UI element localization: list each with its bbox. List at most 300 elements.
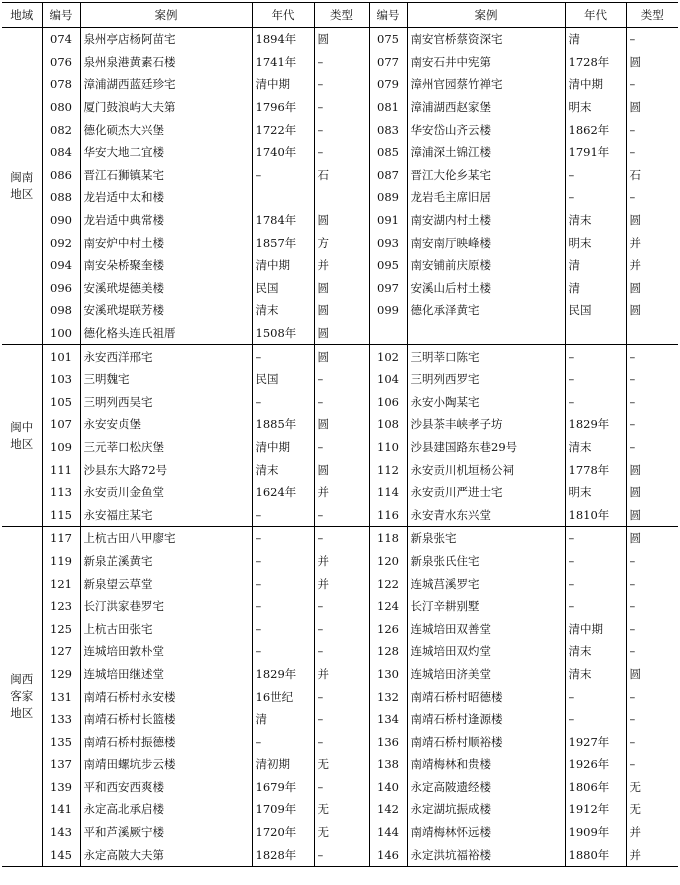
row-type: – xyxy=(314,391,369,414)
row-case-2: 永安青水东兴堂 xyxy=(407,503,565,526)
row-type-2: – xyxy=(626,685,678,708)
row-case: 南安朵桥聚奎楼 xyxy=(80,254,252,277)
row-type-2: – xyxy=(626,186,678,209)
row-number: 119 xyxy=(42,550,80,573)
row-type-2: 圆 xyxy=(626,458,678,481)
row-era-2: 1810年 xyxy=(565,503,626,526)
row-case: 永安安贞堡 xyxy=(80,413,252,436)
row-type: 圆 xyxy=(314,322,369,345)
row-number-2: 104 xyxy=(369,368,407,391)
row-case-2: 安溪山后村土楼 xyxy=(407,277,565,300)
row-case-2: 连城培田双灼堂 xyxy=(407,640,565,663)
row-number: 090 xyxy=(42,209,80,232)
row-era: 清初期 xyxy=(252,753,314,776)
row-type: 圆 xyxy=(314,345,369,368)
row-era: 1508年 xyxy=(252,322,314,345)
row-era-2: – xyxy=(565,345,626,368)
row-era-2: – xyxy=(565,572,626,595)
row-number: 092 xyxy=(42,231,80,254)
row-type-2: 圆 xyxy=(626,481,678,504)
header-type: 类型 xyxy=(314,3,369,28)
row-era-2: 清末 xyxy=(565,663,626,686)
table-row xyxy=(2,572,678,595)
row-number-2: 081 xyxy=(369,96,407,119)
row-era: 1740年 xyxy=(252,141,314,164)
table-row xyxy=(2,345,678,368)
row-case: 三元莘口松庆堡 xyxy=(80,436,252,459)
row-type: 并 xyxy=(314,550,369,573)
row-era-2: 清末 xyxy=(565,436,626,459)
region-label-line: 闽西 xyxy=(10,672,34,687)
row-case: 上杭古田张宅 xyxy=(80,617,252,640)
row-era-2: 1927年 xyxy=(565,730,626,753)
row-number-2 xyxy=(369,322,407,345)
row-case-2: 永安贡川严进士宅 xyxy=(407,481,565,504)
row-era: 1741年 xyxy=(252,51,314,74)
row-era-2: – xyxy=(565,391,626,414)
row-era-2: – xyxy=(565,368,626,391)
row-era: – xyxy=(252,595,314,618)
table-row xyxy=(2,798,678,821)
row-case-2: 南靖石桥村顺裕楼 xyxy=(407,730,565,753)
region-label xyxy=(2,345,42,527)
row-type: – xyxy=(314,96,369,119)
row-number-2: 099 xyxy=(369,299,407,322)
row-case-2: 沙县建国路东巷29号 xyxy=(407,436,565,459)
row-number-2: 077 xyxy=(369,51,407,74)
region-label-line: 客家 xyxy=(10,689,34,704)
region-label-line: 地区 xyxy=(10,436,34,451)
row-number-2: 085 xyxy=(369,141,407,164)
row-era-2: 民国 xyxy=(565,299,626,322)
row-era-2: 1829年 xyxy=(565,413,626,436)
row-type: – xyxy=(314,368,369,391)
row-type: 圆 xyxy=(314,299,369,322)
row-number: 135 xyxy=(42,730,80,753)
table-row xyxy=(2,118,678,141)
row-type-2: – xyxy=(626,28,678,51)
row-case: 龙岩适中太和楼 xyxy=(80,186,252,209)
row-number: 107 xyxy=(42,413,80,436)
row-number: 086 xyxy=(42,164,80,187)
region-label-line: 闽南 xyxy=(10,170,34,185)
row-type-2: 无 xyxy=(626,798,678,821)
row-type-2: – xyxy=(626,345,678,368)
table-row xyxy=(2,254,678,277)
row-type-2: 并 xyxy=(626,843,678,866)
row-era: 清中期 xyxy=(252,73,314,96)
row-era: 民国 xyxy=(252,277,314,300)
table-row xyxy=(2,73,678,96)
row-case: 连城培田敦朴堂 xyxy=(80,640,252,663)
row-number: 080 xyxy=(42,96,80,119)
table-row xyxy=(2,141,678,164)
row-case: 永安西洋邢宅 xyxy=(80,345,252,368)
header-era-2: 年代 xyxy=(565,3,626,28)
row-era: – xyxy=(252,164,314,187)
row-type-2: 圆 xyxy=(626,527,678,550)
row-case-2: 南靖梅林怀远楼 xyxy=(407,821,565,844)
table-row xyxy=(2,28,678,51)
row-case: 平和西安西爽楼 xyxy=(80,776,252,799)
row-number-2: 110 xyxy=(369,436,407,459)
row-type: 圆 xyxy=(314,458,369,481)
row-type-2: 圆 xyxy=(626,209,678,232)
group-minnan xyxy=(2,28,678,345)
row-case: 德化格头连氏祖厝 xyxy=(80,322,252,345)
row-era: 1829年 xyxy=(252,663,314,686)
table-row xyxy=(2,322,678,345)
row-case-2: 漳浦湖西赵家堡 xyxy=(407,96,565,119)
row-type-2: – xyxy=(626,73,678,96)
row-number-2: 120 xyxy=(369,550,407,573)
row-type: – xyxy=(314,640,369,663)
row-case-2: 新泉张氏住宅 xyxy=(407,550,565,573)
row-case: 晋江石狮镇某宅 xyxy=(80,164,252,187)
row-era-2: – xyxy=(565,527,626,550)
row-era: 1828年 xyxy=(252,843,314,866)
group-minzhong xyxy=(2,345,678,527)
row-number: 094 xyxy=(42,254,80,277)
row-era-2: 清 xyxy=(565,254,626,277)
header-region: 地域 xyxy=(2,3,42,28)
row-era-2: 清 xyxy=(565,277,626,300)
table-row xyxy=(2,617,678,640)
row-type xyxy=(314,186,369,209)
row-case-2: 三明莘口陈宅 xyxy=(407,345,565,368)
row-era: 1857年 xyxy=(252,231,314,254)
row-case-2: 南安官桥蔡资深宅 xyxy=(407,28,565,51)
row-number: 105 xyxy=(42,391,80,414)
row-era-2: 1880年 xyxy=(565,843,626,866)
row-type: – xyxy=(314,503,369,526)
row-era: 1679年 xyxy=(252,776,314,799)
row-case: 南靖田螺坑步云楼 xyxy=(80,753,252,776)
header-type-2: 类型 xyxy=(626,3,678,28)
row-number: 098 xyxy=(42,299,80,322)
row-era: 民国 xyxy=(252,368,314,391)
row-era: 清末 xyxy=(252,458,314,481)
row-number: 076 xyxy=(42,51,80,74)
row-number: 131 xyxy=(42,685,80,708)
row-case-2: 华安岱山齐云楼 xyxy=(407,118,565,141)
row-type: – xyxy=(314,776,369,799)
table-row xyxy=(2,527,678,550)
row-case-2: 连城培田双善堂 xyxy=(407,617,565,640)
header-number: 编号 xyxy=(42,3,80,28)
row-case: 龙岩适中典常楼 xyxy=(80,209,252,232)
row-number-2: 134 xyxy=(369,708,407,731)
row-case: 永安贡川金鱼堂 xyxy=(80,481,252,504)
row-case: 德化硕杰大兴堡 xyxy=(80,118,252,141)
row-number: 127 xyxy=(42,640,80,663)
table-row xyxy=(2,413,678,436)
row-type: 方 xyxy=(314,231,369,254)
row-case: 新泉望云草堂 xyxy=(80,572,252,595)
row-era: – xyxy=(252,550,314,573)
row-number-2: 093 xyxy=(369,231,407,254)
row-type: – xyxy=(314,685,369,708)
row-era: 1885年 xyxy=(252,413,314,436)
row-case: 南靖石桥村永安楼 xyxy=(80,685,252,708)
row-number-2: 132 xyxy=(369,685,407,708)
row-type-2: 圆 xyxy=(626,96,678,119)
row-number: 113 xyxy=(42,481,80,504)
row-era: 1720年 xyxy=(252,821,314,844)
row-type-2: – xyxy=(626,436,678,459)
row-number-2: 097 xyxy=(369,277,407,300)
row-number: 129 xyxy=(42,663,80,686)
row-era: – xyxy=(252,345,314,368)
table-row xyxy=(2,640,678,663)
row-era: 清中期 xyxy=(252,254,314,277)
row-case: 连城培田继述堂 xyxy=(80,663,252,686)
row-type-2: – xyxy=(626,413,678,436)
row-case: 平和芦溪厥宁楼 xyxy=(80,821,252,844)
row-number: 082 xyxy=(42,118,80,141)
row-case: 安溪玳堤德美楼 xyxy=(80,277,252,300)
row-era: – xyxy=(252,391,314,414)
row-type-2: 圆 xyxy=(626,663,678,686)
row-type: – xyxy=(314,730,369,753)
row-case-2 xyxy=(407,322,565,345)
row-number-2: 079 xyxy=(369,73,407,96)
row-type: 无 xyxy=(314,753,369,776)
row-era: 清末 xyxy=(252,299,314,322)
row-era: 16世纪 xyxy=(252,685,314,708)
row-number-2: 075 xyxy=(369,28,407,51)
row-number-2: 140 xyxy=(369,776,407,799)
row-case-2: 南靖石桥村逢源楼 xyxy=(407,708,565,731)
row-case-2: 永安贡川机垣杨公祠 xyxy=(407,458,565,481)
row-case-2: 长汀辛耕别墅 xyxy=(407,595,565,618)
table-row xyxy=(2,503,678,526)
row-type: – xyxy=(314,51,369,74)
row-number-2: 122 xyxy=(369,572,407,595)
row-case: 永定高北承启楼 xyxy=(80,798,252,821)
row-case-2: 南安湖内村土楼 xyxy=(407,209,565,232)
row-case-2: 晋江大伦乡某宅 xyxy=(407,164,565,187)
table-row xyxy=(2,368,678,391)
row-number: 088 xyxy=(42,186,80,209)
table-row xyxy=(2,730,678,753)
row-type-2: 并 xyxy=(626,254,678,277)
row-era-2: 清中期 xyxy=(565,73,626,96)
row-era-2: – xyxy=(565,708,626,731)
row-type-2: – xyxy=(626,550,678,573)
row-type-2: 并 xyxy=(626,231,678,254)
row-case: 安溪玳堤联芳楼 xyxy=(80,299,252,322)
row-case: 新泉芷溪黄宅 xyxy=(80,550,252,573)
row-case: 南靖石桥村振德楼 xyxy=(80,730,252,753)
row-number-2: 112 xyxy=(369,458,407,481)
row-number: 074 xyxy=(42,28,80,51)
row-era-2: 1912年 xyxy=(565,798,626,821)
row-era-2: 明末 xyxy=(565,481,626,504)
row-case-2: 沙县茶丰峡孝子坊 xyxy=(407,413,565,436)
row-era: 清 xyxy=(252,708,314,731)
row-number: 139 xyxy=(42,776,80,799)
header-number-2: 编号 xyxy=(369,3,407,28)
row-era-2: 清末 xyxy=(565,640,626,663)
row-era-2: 1778年 xyxy=(565,458,626,481)
table-row xyxy=(2,753,678,776)
row-case: 永安福庄某宅 xyxy=(80,503,252,526)
table-row xyxy=(2,663,678,686)
row-number-2: 142 xyxy=(369,798,407,821)
row-number: 145 xyxy=(42,843,80,866)
row-case-2: 新泉张宅 xyxy=(407,527,565,550)
row-number-2: 124 xyxy=(369,595,407,618)
row-number-2: 095 xyxy=(369,254,407,277)
row-type-2: – xyxy=(626,141,678,164)
row-case: 漳浦湖西蓝廷珍宅 xyxy=(80,73,252,96)
table-row xyxy=(2,685,678,708)
row-type-2: – xyxy=(626,753,678,776)
row-case: 泉州亭店杨阿苗宅 xyxy=(80,28,252,51)
row-type: – xyxy=(314,595,369,618)
row-number: 125 xyxy=(42,617,80,640)
table-row xyxy=(2,550,678,573)
row-number: 078 xyxy=(42,73,80,96)
row-era: – xyxy=(252,617,314,640)
row-type: 并 xyxy=(314,254,369,277)
row-case: 沙县东大路72号 xyxy=(80,458,252,481)
row-number-2: 106 xyxy=(369,391,407,414)
row-era: 1784年 xyxy=(252,209,314,232)
row-number-2: 118 xyxy=(369,527,407,550)
table-row xyxy=(2,776,678,799)
header-case-2: 案例 xyxy=(407,3,565,28)
row-type-2: – xyxy=(626,368,678,391)
table-row xyxy=(2,299,678,322)
header-case: 案例 xyxy=(80,3,252,28)
row-type-2: – xyxy=(626,640,678,663)
row-case: 三明列西吴宅 xyxy=(80,391,252,414)
row-case-2: 龙岩毛主席旧居 xyxy=(407,186,565,209)
row-number-2: 083 xyxy=(369,118,407,141)
region-label xyxy=(2,527,42,867)
row-case-2: 南靖石桥村昭德楼 xyxy=(407,685,565,708)
row-number: 121 xyxy=(42,572,80,595)
row-type: 圆 xyxy=(314,413,369,436)
row-number: 100 xyxy=(42,322,80,345)
row-number: 101 xyxy=(42,345,80,368)
row-type-2: – xyxy=(626,730,678,753)
row-type: – xyxy=(314,118,369,141)
row-number-2: 128 xyxy=(369,640,407,663)
row-case-2: 南安石井中宪第 xyxy=(407,51,565,74)
row-type-2: – xyxy=(626,617,678,640)
row-era: 1894年 xyxy=(252,28,314,51)
row-case-2: 漳州官园蔡竹禅宅 xyxy=(407,73,565,96)
row-number: 143 xyxy=(42,821,80,844)
row-type: 并 xyxy=(314,572,369,595)
row-type: – xyxy=(314,527,369,550)
row-case-2: 连城培田济美堂 xyxy=(407,663,565,686)
row-type-2: – xyxy=(626,595,678,618)
row-era-2: 清末 xyxy=(565,209,626,232)
row-number-2: 087 xyxy=(369,164,407,187)
row-type-2: – xyxy=(626,572,678,595)
table-row xyxy=(2,458,678,481)
table-row xyxy=(2,708,678,731)
row-number: 103 xyxy=(42,368,80,391)
row-era-2: 1909年 xyxy=(565,821,626,844)
row-case-2: 永定高陂遗经楼 xyxy=(407,776,565,799)
row-era-2: 清中期 xyxy=(565,617,626,640)
row-number: 123 xyxy=(42,595,80,618)
table-row xyxy=(2,231,678,254)
table-row xyxy=(2,436,678,459)
table-row xyxy=(2,209,678,232)
row-number-2: 102 xyxy=(369,345,407,368)
row-era: 清中期 xyxy=(252,436,314,459)
row-era-2: 1862年 xyxy=(565,118,626,141)
row-era-2: 1728年 xyxy=(565,51,626,74)
row-case-2: 南安铺前庆原楼 xyxy=(407,254,565,277)
row-type-2: 并 xyxy=(626,821,678,844)
row-era: 1722年 xyxy=(252,118,314,141)
row-number-2: 114 xyxy=(369,481,407,504)
row-era: – xyxy=(252,572,314,595)
row-type: 并 xyxy=(314,663,369,686)
row-type: – xyxy=(314,141,369,164)
row-case-2: 德化承泽黄宅 xyxy=(407,299,565,322)
row-case-2: 永定湖坑振成楼 xyxy=(407,798,565,821)
row-type-2: 无 xyxy=(626,776,678,799)
row-number-2: 144 xyxy=(369,821,407,844)
table-row xyxy=(2,843,678,866)
row-era-2: 1806年 xyxy=(565,776,626,799)
table-row xyxy=(2,821,678,844)
row-number-2: 116 xyxy=(369,503,407,526)
row-case-2: 南靖梅林和贵楼 xyxy=(407,753,565,776)
row-case-2: 连城莒溪罗宅 xyxy=(407,572,565,595)
row-number: 137 xyxy=(42,753,80,776)
row-number-2: 136 xyxy=(369,730,407,753)
row-case: 永定高陂大夫第 xyxy=(80,843,252,866)
row-type-2: 圆 xyxy=(626,277,678,300)
row-type: 圆 xyxy=(314,209,369,232)
header-era: 年代 xyxy=(252,3,314,28)
region-label-line: 地区 xyxy=(10,706,34,721)
row-case-2: 漳浦深土锦江楼 xyxy=(407,141,565,164)
row-case-2: 南安南厅映峰楼 xyxy=(407,231,565,254)
table-row xyxy=(2,51,678,74)
region-label-line: 地区 xyxy=(10,187,34,202)
row-era: 1796年 xyxy=(252,96,314,119)
table-row xyxy=(2,186,678,209)
row-type: 无 xyxy=(314,821,369,844)
row-number-2: 126 xyxy=(369,617,407,640)
row-era-2: – xyxy=(565,164,626,187)
row-type: – xyxy=(314,708,369,731)
row-type: – xyxy=(314,73,369,96)
row-number: 117 xyxy=(42,527,80,550)
row-number: 109 xyxy=(42,436,80,459)
row-number: 096 xyxy=(42,277,80,300)
row-era: 1624年 xyxy=(252,481,314,504)
table-row xyxy=(2,277,678,300)
row-era-2: 清 xyxy=(565,28,626,51)
table-row xyxy=(2,481,678,504)
row-type: 无 xyxy=(314,798,369,821)
row-number: 115 xyxy=(42,503,80,526)
row-number-2: 138 xyxy=(369,753,407,776)
row-type-2: 圆 xyxy=(626,51,678,74)
row-era-2: 明末 xyxy=(565,231,626,254)
